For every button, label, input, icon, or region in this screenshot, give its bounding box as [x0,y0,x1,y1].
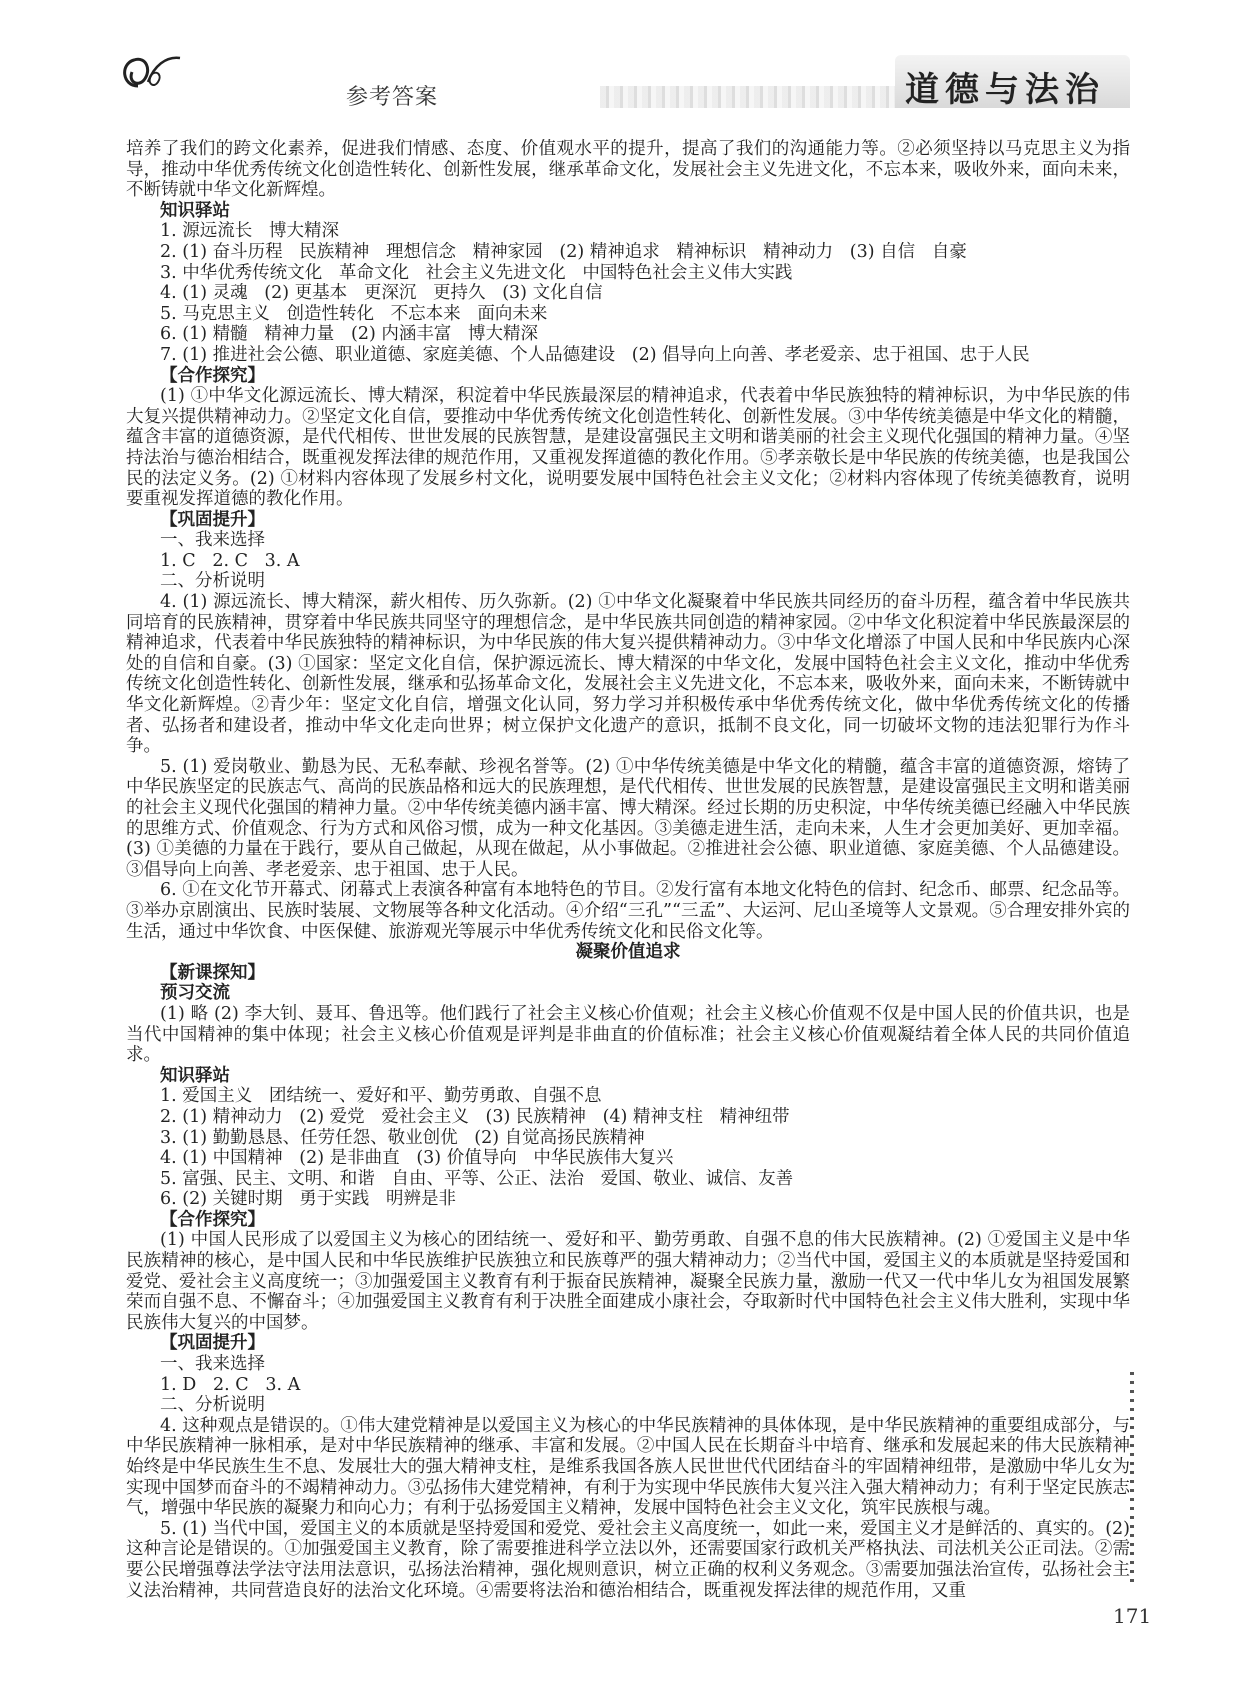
answer-paragraph: 3. 中华优秀传统文化 革命文化 社会主义先进文化 中国特色社会主义伟大实践 [160,262,793,283]
answer-paragraph: 4. (1) 源远流长、博大精深，薪火相传、历久弥新。(2) ①中华文化凝聚着中华民族共同经历的奋斗历程，蕴含着中华民族共同培育的民族精神，贯穿着中华民族共同坚守的理想信念，是中华民族共同创造的精神家园。②中华文化积淀着中华民族最深层的精神追求，代表着中华民族独特的精神标识，为中华民族的伟大复兴提供精神动力。③中华文化增添了中国人民和中华民族内心深处的自信和自豪。(3) ①国家：坚定文化自信，保护源远流长、博大精深的中华文化，发展中国特色社会主义文化，推动中华优秀传统文化创造性转化、创新性发展，继承和弘扬革命文化，发展社会主义先进文化，不忘本来，吸收外来，面向未来，不断铸就中华文化新辉煌。②青少年：坚定文化自信，增强文化认同，努力学习并积极传承中华优秀传统文化，做中华优秀传统文化的传播者、弘扬者和建设者，推动中华文化走向世界；树立保护文化遗产的意识，抵制不良文化，同一切破坏文物的违法犯罪行为作斗争。 [126,592,1130,757]
answer-content [126,139,1130,1601]
answer-paragraph: 6. (1) 精髓 精神力量 (2) 内涵丰富 博大精深 [160,324,539,345]
subject-title: 道德与法治 [905,70,1105,110]
answer-paragraph: 7. (1) 推进社会公德、职业道德、家庭美德、个人品德建设 (2) 倡导向上向善、孝老爱亲、忠于祖国、忠于人民 [160,344,1030,365]
answer-paragraph: 4. 这种观点是错误的。①伟大建党精神是以爱国主义为核心的中华民族精神的具体体现，是中华民族精神的重要组成部分，与中华民族精神一脉相承，是对中华民族精神的继承、丰富和发展。②中国人民在长期奋斗中培育、继承和发展起来的伟大民族精神始终是中华民族生生不息、发展壮大的强大精神支柱，是维系我国各族人民世世代代团结奋斗的牢固精神纽带，是激励中华儿女为实现中国梦而奋斗的不竭精神动力。③弘扬伟大建党精神，有利于为实现中华民族伟大复兴注入强大精神动力；有利于坚定民族志气，增强中华民族的凝聚力和向心力；有利于弘扬爱国主义精神，发展中国特色社会主义文化，筑牢民族根与魂。 [126,1415,1130,1519]
answer-paragraph: (1) ①中华文化源远流长、博大精深，积淀着中华民族最深层的精神追求，代表着中华民族独特的精神标识，为中华民族的伟大复兴提供精神动力。②坚定文化自信，要推动中华优秀传统文化创造性转化、创新性发展。③中华传统美德是中华文化的精髓，蕴含丰富的道德资源，是代代相传、世世发展的民族智慧，是建设富强民主文明和谐美丽的社会主义现代化强国的精神力量。④坚持法治与德治相结合，既重视发挥法律的规范作用，又重视发挥道德的教化作用。⑤孝亲敬长是中华民族的传统美德，也是我国公民的法定义务。(2) ①材料内容体现了发展乡村文化，说明要发展中国特色社会主义文化；②材料内容体现了传统美德教育，说明要重视发挥道德的教化作用。 [126,386,1130,510]
answer-paragraph: 培养了我们的跨文化素养，促进我们情感、态度、价值观水平的提升，提高了我们的沟通能力等。②必须坚持以马克思主义为指导，推动中华优秀传统文化创造性转化、创新性发展，继承革命文化，发展社会主义先进文化，不忘本来，吸收外来，面向未来，不断铸就中华文化新辉煌。 [126,139,1130,201]
section-heading: 【合作探究】 [160,365,265,386]
answer-paragraph: (1) 中国人民形成了以爱国主义为核心的团结统一、爱好和平、勤劳勇敢、自强不息的伟大民族精神。(2) ①爱国主义是中华民族精神的核心，是中国人民和中华民族维护民族独立和民族尊严的强大精神动力；②当代中国，爱国主义的本质就是坚持爱国和爱党、爱社会主义高度统一；③加强爱国主义教育有利于振奋民族精神，凝聚全民族力量，激励一代又一代中华儿女为祖国发展繁荣而自强不息、不懈奋斗；④加强爱国主义教育有利于决胜全面建成小康社会，夺取新时代中国特色社会主义伟大胜利，实现中华民族伟大复兴的中国梦。 [126,1230,1130,1333]
answer-paragraph: 5. 富强、民主、文明、和谐 自由、平等、公正、法治 爱国、敬业、诚信、友善 [160,1168,794,1189]
margin-dotted-line [1130,1372,1134,1582]
answer-paragraph: 3. (1) 勤勤恳恳、任劳任怨、敬业创优 (2) 自觉高扬民族精神 [160,1127,645,1148]
section-heading: 预习交流 [160,983,230,1004]
page-number: 171 [1113,1604,1152,1628]
answer-paragraph: 一、我来选择 [160,1354,265,1375]
section-heading: 【巩固提升】 [160,509,265,530]
section-heading: 【新课探知】 [160,962,265,983]
page-header [0,0,1250,128]
lesson-title: 凝聚价值追求 [575,942,681,963]
answer-paragraph: 一、我来选择 [160,530,265,551]
answer-paragraph: (1) 略 (2) 李大钊、聂耳、鲁迅等。他们践行了社会主义核心价值观；社会主义核心价值观不仅是中国人民的价值共识，也是当代中国精神的集中体现；社会主义核心价值观是评判是非曲直的价值标准；社会主义核心价值观凝结着全体人民的共同价值追求。 [126,1003,1130,1066]
answer-paragraph: 5. (1) 爱岗敬业、勤恳为民、无私奉献、珍视名誉等。(2) ①中华传统美德是中华文化的精髓，蕴含丰富的道德资源，熔铸了中华民族坚定的民族志气、高尚的民族品格和远大的民族理想，是代代相传、世世发展的民族智慧，是建设富强民主文明和谐美丽的社会主义现代化强国的精神力量。②中华传统美德内涵丰富、博大精深。经过长期的历史积淀，中华传统美德已经融入中华民族的思维方式、价值观念、行为方式和风俗习惯，成为一种文化基因。③美德走进生活，走向未来，人生才会更加美好、更加幸福。(3) ①美德的力量在于践行，要从自己做起，从现在做起，从小事做起。②推进社会公德、职业道德、家庭美德、个人品德建设。③倡导向上向善、孝老爱亲、忠于祖国、忠于人民。 [126,756,1130,880]
section-heading: 【巩固提升】 [160,1333,265,1354]
publisher-logo-icon [118,52,182,92]
answer-paragraph: 6. (2) 关键时期 勇于实践 明辨是非 [160,1189,456,1210]
answer-paragraph: 1. D 2. C 3. A [160,1374,301,1395]
answer-paragraph: 1. 源远流长 博大精深 [160,221,339,242]
answer-paragraph: 1. 爱国主义 团结统一、爱好和平、勤劳勇敢、自强不息 [160,1086,602,1107]
answer-paragraph: 2. (1) 精神动力 (2) 爱党 爱社会主义 (3) 民族精神 (4) 精神支柱 精神纽带 [160,1106,790,1127]
answer-paragraph: 二、分析说明 [160,1395,265,1416]
answer-section-label: 参考答案 [346,85,439,110]
answer-paragraph: 4. (1) 中国精神 (2) 是非曲直 (3) 价值导向 中华民族伟大复兴 [160,1148,674,1169]
section-heading: 【合作探究】 [160,1209,265,1230]
answer-paragraph: 二、分析说明 [160,571,265,592]
section-heading: 知识驿站 [160,200,230,221]
answer-paragraph: 2. (1) 奋斗历程 民族精神 理想信念 精神家园 (2) 精神追求 精神标识 精神动力 (3) 自信 自豪 [160,241,967,262]
answer-paragraph: 5. (1) 当代中国，爱国主义的本质就是坚持爱国和爱党、爱社会主义高度统一，如此一来，爱国主义才是鲜活的、真实的。(2) 这种言论是错误的。①加强爱国主义教育，除了需要推进科学立法以外，还需要国家行政机关严格执法、司法机关公正司法。②需要公民增强尊法学法守法用法意识，弘扬法治精神，强化规则意识，树立正确的权利义务观念。③需要加强法治宣传，弘扬社会主义法治精神，共同营造良好的法治文化环境。④需要将法治和德治相结合，既重视发挥法律的规范作用，又重 [126,1518,1130,1601]
section-heading: 知识驿站 [160,1065,230,1086]
answer-paragraph: 4. (1) 灵魂 (2) 更基本 更深沉 更持久 (3) 文化自信 [160,283,603,304]
answer-paragraph: 6. ①在文化节开幕式、闭幕式上表演各种富有本地特色的节目。②发行富有本地文化特色的信封、纪念币、邮票、纪念品等。③举办京剧演出、民族时装展、文物展等各种文化活动。④介绍“三孔”“三孟”、大运河、尼山圣境等人文景观。⑤合理安排外宾的生活，通过中华饮食、中医保健、旅游观光等展示中华优秀传统文化和民俗文化等。 [126,880,1130,942]
answer-paragraph: 1. C 2. C 3. A [160,550,300,571]
answer-paragraph: 5. 马克思主义 创造性转化 不忘本来 面向未来 [160,303,548,324]
